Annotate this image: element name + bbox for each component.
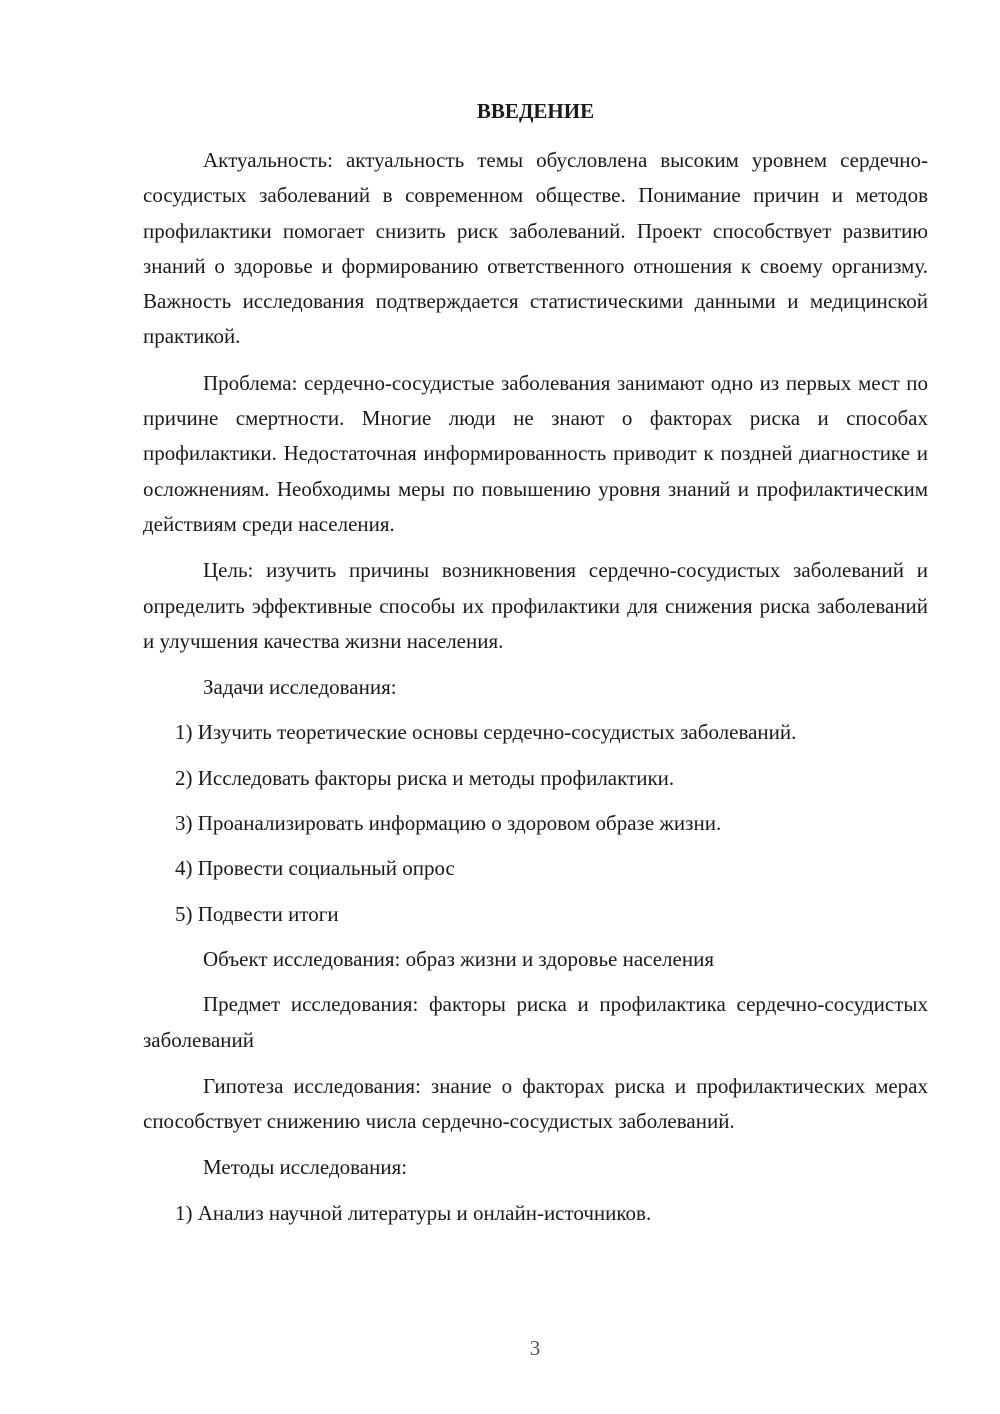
list-item: 4) Провести социальный опрос bbox=[175, 856, 455, 881]
tasks-list bbox=[143, 715, 928, 931]
list-item: 5) Подвести итоги bbox=[175, 901, 339, 926]
list-item: 1) Анализ научной литературы и онлайн-источников. bbox=[175, 1200, 652, 1225]
page-number: 3 bbox=[529, 1336, 541, 1360]
research-object: Объект исследования: образ жизни и здоровье населения bbox=[203, 946, 714, 971]
research-hypothesis: Гипотеза исследования: знание о факторах риска и профилактических мерах способствует снижению числа сердечно-сосудистых заболеваний. bbox=[143, 1073, 928, 1134]
paragraph-problem: Проблема: сердечно-сосудистые заболевания занимают одно из первых мест по причине смертности. Многие люди не знают о факторах риска и способах профилактики. Недостаточная информированность приводит к поздней диагностике и осложнениям. Необходимы меры по повышению уровня знаний и профилактическим действиям среди населения. bbox=[143, 370, 928, 536]
methods-list bbox=[143, 1196, 928, 1231]
page-content bbox=[143, 96, 928, 1241]
page-title: ВВЕДЕНИЕ bbox=[476, 99, 595, 123]
list-item: 1) Изучить теоретические основы сердечно-сосудистых заболеваний. bbox=[175, 720, 797, 745]
list-item: 2) Исследовать факторы риска и методы профилактики. bbox=[175, 765, 675, 790]
research-subject: Предмет исследования: факторы риска и профилактика сердечно-сосудистых заболеваний bbox=[143, 992, 928, 1052]
methods-heading: Методы исследования: bbox=[203, 1155, 408, 1180]
paragraph-goal: Цель: изучить причины возникновения сердечно-сосудистых заболеваний и определить эффективные способы их профилактики для снижения риска заболеваний и улучшения качества жизни населения. bbox=[143, 558, 928, 653]
list-item: 3) Проанализировать информацию о здоровом образе жизни. bbox=[175, 811, 722, 836]
tasks-heading: Задачи исследования: bbox=[203, 675, 397, 700]
paragraph-relevance: Актуальность: актуальность темы обусловлена высоким уровнем сердечно-сосудистых заболеваний в современном обществе. Понимание причин и методов профилактики помогает снизить риск заболеваний. Проект способствует развитию знаний о здоровье и формированию ответственного отношения к своему организму. Важность исследования подтверждается статистическими данными и медицинской практикой. bbox=[143, 148, 928, 349]
